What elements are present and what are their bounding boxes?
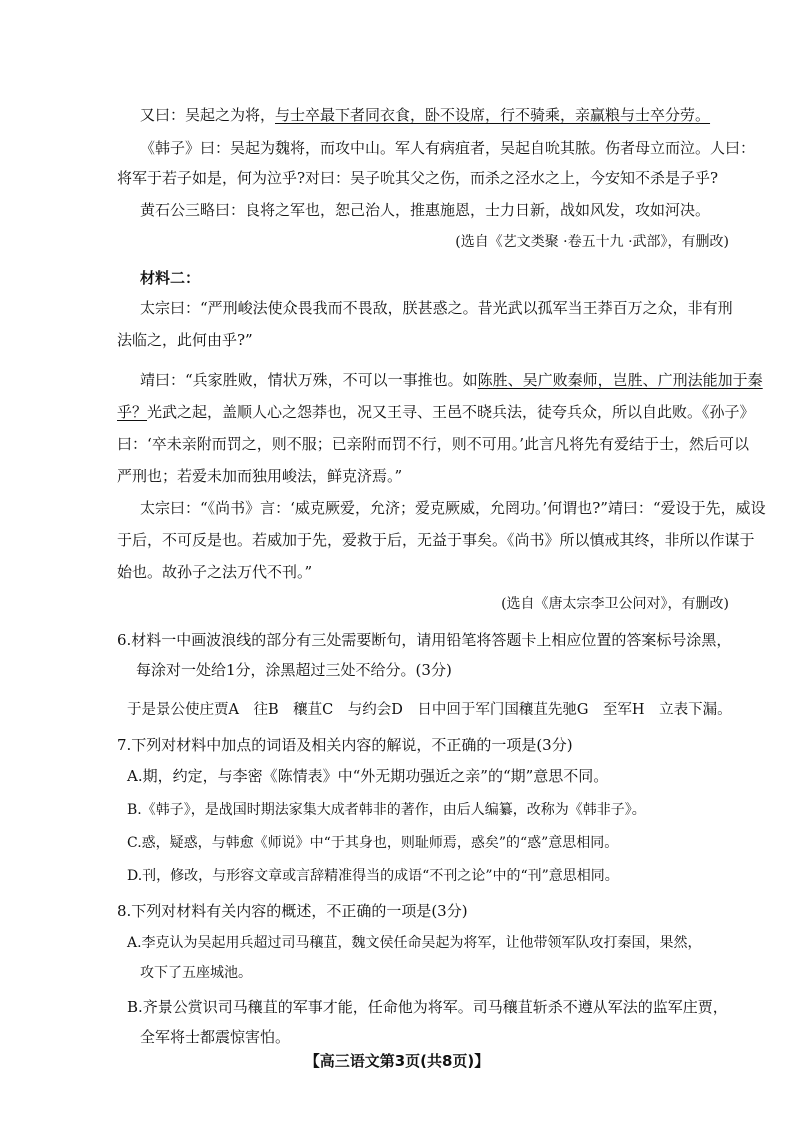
question-6: 6.材料一中画波浪线的部分有三处需要断句，请用铅笔将答题卡上相应位置的答案标号涂黑， (117, 631, 732, 649)
question-7-option-b: B.《韩子》，是战国时期法家集大成者韩非的著作，由后人编纂，改称为《韩非子》。 (127, 802, 646, 818)
material2-line-3: 靖曰：“兵家胜败，情状万殊，不可以一事推也。如陈胜、吴广败秦师，岂胜、广刑法能加于秦 (140, 371, 763, 389)
material2-line-7: 太宗曰：“《尚书》言：‘威克厥爱，允济；爱克厥威，允罔功。’何谓也?”靖曰：“爱设于先，威设 (140, 499, 766, 517)
material2-line-8: 于后，不可反是也。若威加于先，爱救于后，无益于事矣。《尚书》所以慎戒其终，非所以作谋于 (117, 531, 755, 549)
underlined-sentence: 与士卒最下者同衣食，卧不设席，行不骑乘，亲赢粮与士卒分劳。 (275, 106, 711, 124)
material1-source: (选自《艺文类聚 ·卷五十九 ·武部》，有删改) (455, 234, 729, 250)
page-footer: 【高三语文第3页(共8页)】 (304, 1052, 490, 1070)
question-6-options: 于是景公使庄贾A 往B 穰苴C 与约会D 日中回于军门国穰苴先驰G 至军H 立表下漏。 (127, 702, 732, 718)
material2-line-5: 曰：‘卒未亲附而罚之，则不服；已亲附而罚不行，则不可用。’此言凡将先有爱结于士，然后可以 (117, 435, 750, 453)
material2-heading: 材料二： (140, 269, 201, 287)
question-8: 8.下列对材料有关内容的概述，不正确的一项是(3分) (117, 902, 468, 920)
material1-line-3: 将军于若子如是，何为泣乎?对曰：吴子吮其父之伤，而杀之泾水之上，今安知不杀是子乎? (117, 169, 719, 187)
question-8-option-b-cont: 全军将士都震惊害怕。 (140, 1028, 291, 1046)
material1-line-2: 《韩子》曰：吴起为魏将，而攻中山。军人有病疽者，吴起自吮其脓。伤者母立而泣。人曰： (140, 139, 756, 157)
material2-line-4: 乎？光武之起，盖顺人心之怨莽也，况又王寻、王邑不晓兵法，徒夸兵众，所以自此败。《孙子》 (117, 403, 755, 421)
question-6-cont: 每涂对一处给1分，涂黑超过三处不给分。(3分) (136, 661, 452, 679)
question-7-option-d: D.刊，修改，与形容文章或言辞精准得当的成语“不刊之论”中的“刊”意思相同。 (127, 868, 619, 884)
material1-line-1: 又曰：吴起之为将，与士卒最下者同衣食，卧不设席，行不骑乘，亲赢粮与士卒分劳。 (140, 106, 711, 124)
material1-line-4: 黄石公三略曰：良将之军也，恕己治人，推惠施恩，士力日新，战如风发，攻如河决。 (140, 201, 711, 219)
material2-line-6: 严刑也；若爱未加而独用峻法，鲜克济焉。” (117, 467, 403, 485)
question-8-option-a: A.李克认为吴起用兵超过司马穰苴，魏文侯任命吴起为将军，让他带领军队攻打秦国，果然， (127, 935, 702, 951)
underlined-sentence: 乎？ (117, 403, 148, 421)
material2-line-1: 太宗曰：“严刑峻法使众畏我而不畏敌，朕甚惑之。昔光武以孤军当王莽百万之众，非有刑 (140, 299, 733, 317)
question-8-option-b: B.齐景公赏识司马穰苴的军事才能，任命他为将军。司马穰苴斩杀不遵从军法的监军庄贾， (127, 998, 728, 1016)
question-7-option-a: A.期，约定，与李密《陈情表》中“外无期功强近之亲”的“期”意思不同。 (127, 767, 609, 785)
underlined-sentence: 陈胜、吴广败秦师，岂胜、广刑法能加于秦 (477, 371, 763, 389)
material2-source: (选自《唐太宗李卫公问对》，有删改) (501, 596, 729, 612)
material2-line-9: 始也。故孙子之法万代不刊。” (117, 563, 313, 581)
question-8-option-a-cont: 攻下了五座城池。 (140, 965, 252, 981)
question-7: 7.下列对材料中加点的词语及相关内容的解说，不正确的一项是(3分) (117, 736, 573, 754)
question-7-option-c: C.惑，疑惑，与韩愈《师说》中“于其身也，则耻师焉，惑矣”的“惑”意思相同。 (127, 835, 619, 851)
material2-line-2: 法临之，此何由乎?” (117, 331, 253, 349)
